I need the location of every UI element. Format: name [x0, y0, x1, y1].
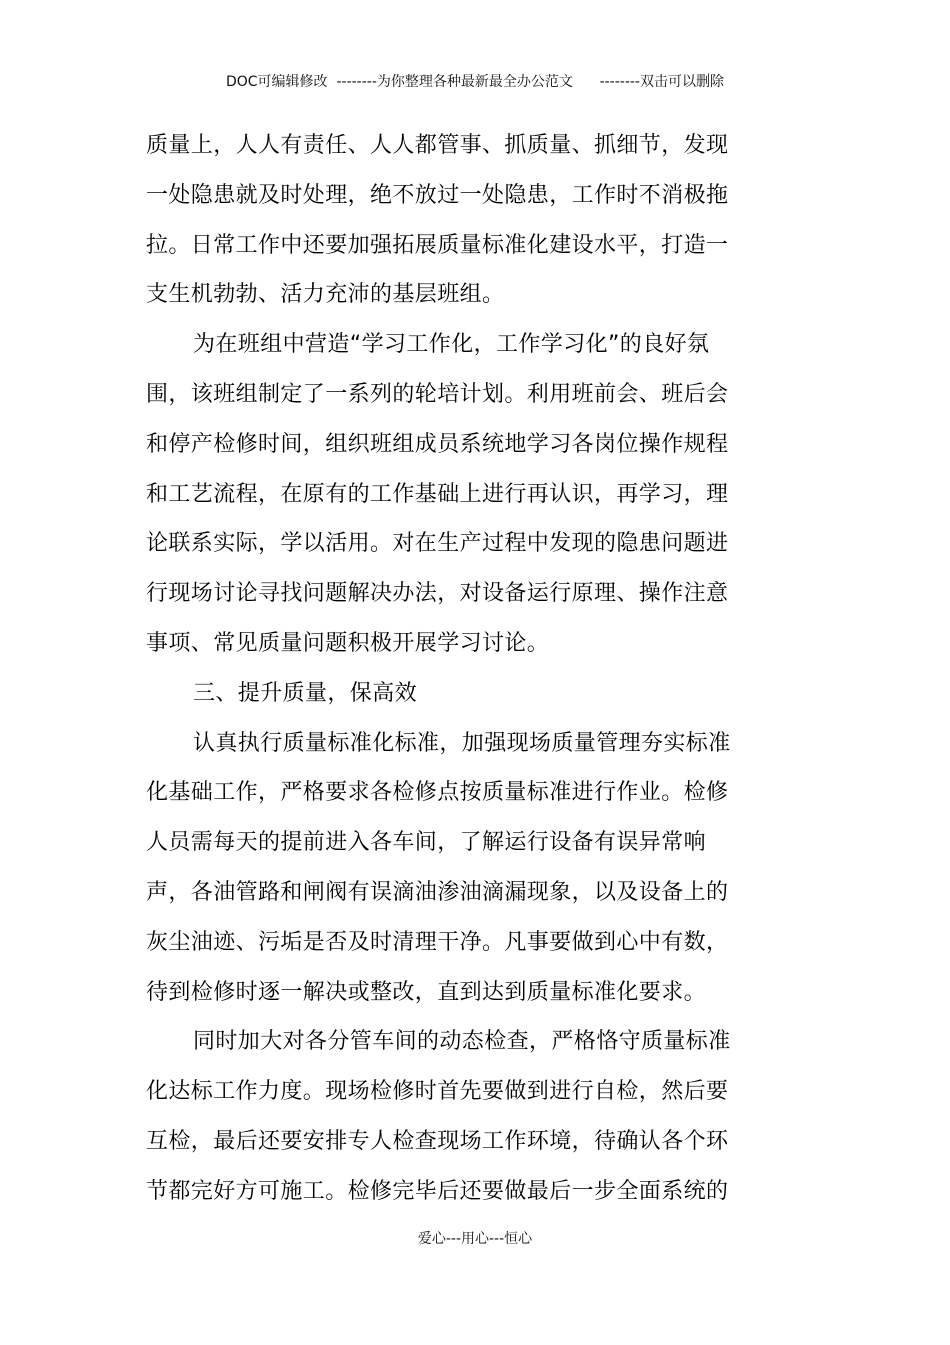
section-heading: 三、提升质量，保高效 [193, 680, 418, 706]
body-line: 待到检修时逐一解决或整改，直到达到质量标准化要求。 [146, 979, 707, 1005]
body-line: 化基础工作，严格要求各检修点按质量标准进行作业。检修 [146, 780, 729, 806]
body-line: 和停产检修时间，组织班组成员系统地学习各岗位操作规程 [146, 431, 729, 457]
body-line: 事项、常见质量问题积极开展学习讨论。 [146, 630, 550, 656]
page-footer: 爱心---用心---恒心 [417, 1231, 533, 1247]
body-line: 一处隐患就及时处理，绝不放过一处隐患，工作时不消极拖 [146, 182, 729, 208]
body-line: 和工艺流程，在原有的工作基础上进行再认识，再学习，理 [146, 481, 729, 507]
body-line: 质量上，人人有责任、人人都管事、抓质量、抓细节，发现 [146, 133, 729, 158]
body-line: 论联系实际，学以活用。对在生产过程中发现的隐患问题进 [146, 531, 729, 557]
body-line: 声，各油管路和闸阀有误滴油渗油滴漏现象，以及设备上的 [146, 879, 729, 905]
body-line: 拉。日常工作中还要加强拓展质量标准化建设水平，打造一 [146, 232, 729, 258]
body-line: 化达标工作力度。现场检修时首先要做到进行自检，然后要 [146, 1079, 729, 1105]
body-line: 支生机勃勃、活力充沛的基层班组。 [146, 282, 505, 308]
body-line: 行现场讨论寻找问题解决办法，对设备运行原理、操作注意 [146, 581, 729, 607]
paragraph-first-line: 同时加大对各分管车间的动态检查，严格恪守质量标准 [193, 1029, 731, 1055]
body-line: 节都完好方可施工。检修完毕后还要做最后一步全面系统的 [146, 1178, 729, 1204]
document-body [146, 121, 746, 1217]
paragraph-first-line: 认真执行质量标准化标准，加强现场质量管理夯实标准 [193, 730, 731, 756]
body-line: 灰尘油迹、污垢是否及时清理干净。凡事要做到心中有数， [146, 929, 729, 955]
body-line: 围，该班组制定了一系列的轮培计划。利用班前会、班后会 [146, 381, 729, 407]
page-header: DOC可编辑修改 --------为你整理各种最新最全办公范文 --------双击可以删除 [225, 74, 724, 90]
body-line: 人员需每天的提前进入各车间，了解运行设备有误异常响 [146, 830, 707, 856]
paragraph-first-line: 为在班组中营造“学习工作化，工作学习化”的良好氛 [193, 332, 710, 358]
body-line: 互检，最后还要安排专人检查现场工作环境，待确认各个环 [146, 1128, 729, 1154]
